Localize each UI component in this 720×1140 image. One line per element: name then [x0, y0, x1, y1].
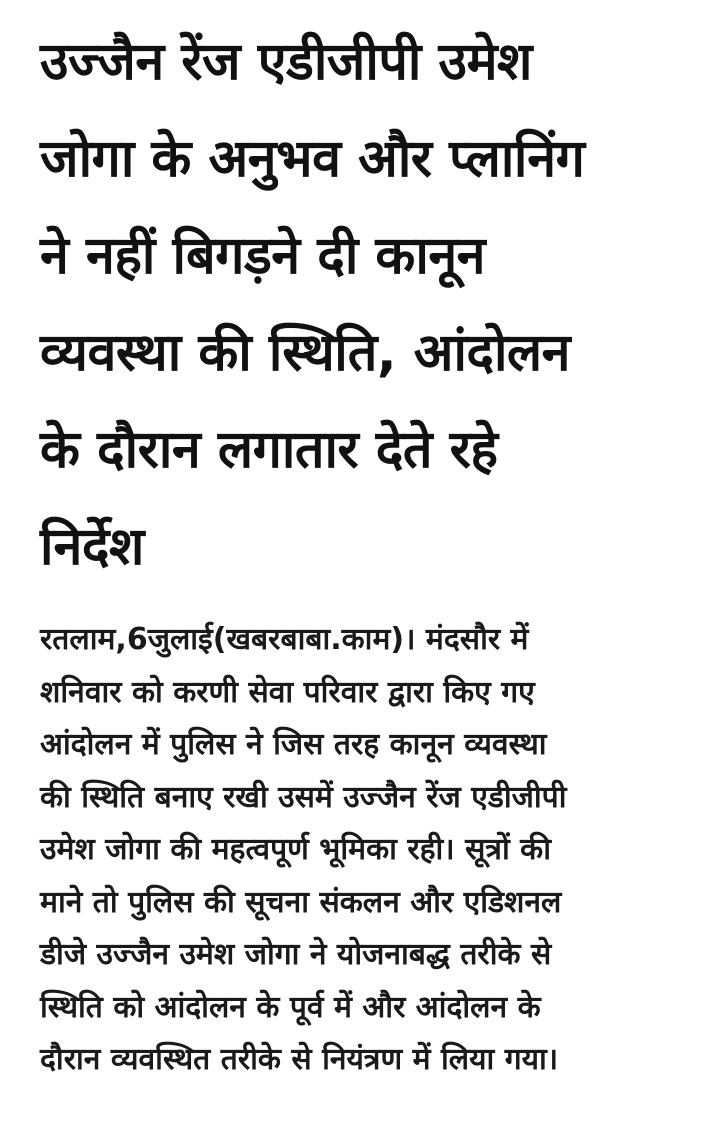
body-line: रतलाम,6जुलाई(खबरबाबा.काम)। मंदसौर में: [40, 622, 529, 657]
headline-line: ने नहीं बिगड़ने दी कानून: [40, 226, 486, 286]
headline-line: के दौरान लगातार देते रहे: [40, 420, 498, 480]
body-line: उमेश जोगा की महत्वपूर्ण भूमिका रही। सूत्रों की: [40, 832, 551, 867]
body-line: की स्थिति बनाए रखी उसमें उज्जैन रेंज एडीजीपी: [40, 779, 567, 815]
body-line: माने तो पुलिस की सूचना संकलन और एडिशनल: [40, 884, 562, 920]
body-line: डीजे उज्जैन उमेश जोगा ने योजनाबद्ध तरीके से: [40, 937, 552, 972]
headline-line: जोगा के अनुभव और प्लानिंग: [40, 129, 585, 189]
article-body: [40, 614, 700, 1087]
body-line: आंदोलन में पुलिस ने जिस तरह कानून व्यवस्था: [40, 727, 547, 762]
article-headline: [40, 0, 700, 596]
headline-line: व्यवस्था की स्थिति, आंदोलन: [40, 323, 571, 383]
headline-line: निर्देश: [40, 517, 144, 577]
body-line: दौरान व्यवस्थित तरीके से नियंत्रण में लिया गया।: [40, 1042, 559, 1077]
body-line: शनिवार को करणी सेवा परिवार द्वारा किए गए: [40, 674, 535, 710]
body-line: स्थिति को आंदोलन के पूर्व में और आंदोलन के: [40, 989, 541, 1025]
news-article: [40, 0, 700, 1077]
headline-line: उज्जैन रेंज एडीजीपी उमेश: [40, 32, 532, 92]
